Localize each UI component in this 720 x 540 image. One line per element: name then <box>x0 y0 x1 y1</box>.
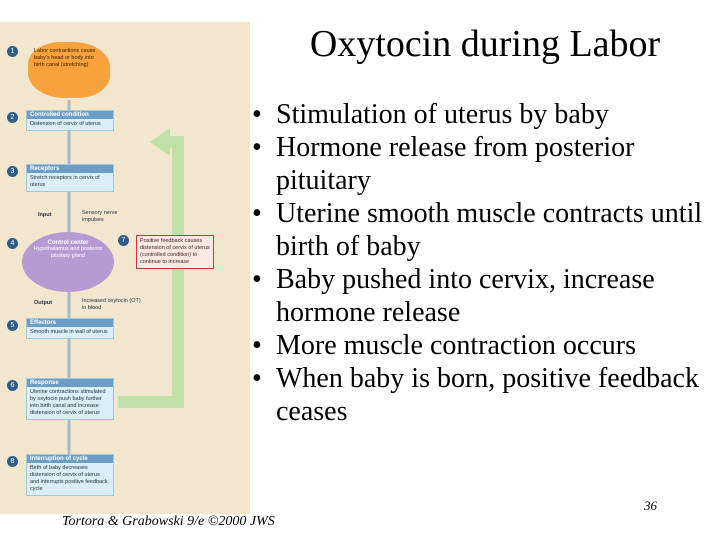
output-text: Increased oxytocin (OT) in blood <box>82 298 141 311</box>
bullet-item: • Stimulation of uterus by baby <box>252 98 714 131</box>
positive-feedback-text: Positive feedback causes distension of cervix of uterus (controlled condition) to continue to increase <box>140 238 210 265</box>
panel-heading: Response <box>27 379 113 387</box>
positive-feedback-box <box>136 235 214 269</box>
panel-text: Stretch receptors in cervix of uterus <box>30 175 100 188</box>
panel-text: Uterine contractions stimulated by oxytocin push baby further into birth canal and increase distension of cervix of uterus <box>30 389 106 416</box>
bullet-item: • Uterine smooth muscle contracts until birth of baby <box>252 197 714 263</box>
panel-text: Smooth muscle in wall of uterus <box>30 329 108 335</box>
bullet-item: • When baby is born, positive feedback ceases <box>252 362 714 428</box>
receptors-panel <box>26 164 114 192</box>
flowchart-figure <box>0 22 250 514</box>
panel-heading: Effectors <box>27 319 113 327</box>
panel-heading: Controlled condition <box>27 111 113 119</box>
bullet-item: • More muscle contraction occurs <box>252 329 714 362</box>
panel-text: Distension of cervix of uterus <box>30 121 101 127</box>
page-number: 36 <box>644 498 657 513</box>
step-number: 4 <box>7 238 18 249</box>
credit-line: Tortora & Grabowski 9/e ©2000 JWS <box>62 514 275 529</box>
step-number: 8 <box>7 456 18 467</box>
step-number: 3 <box>7 166 18 177</box>
output-label: Output <box>34 300 53 306</box>
bullet-item: • Hormone release from posterior pituitary <box>252 131 714 197</box>
control-center-oval <box>22 232 114 292</box>
input-label: Input <box>38 212 52 218</box>
control-center-text: Hypothalamus and posterior pituitary gland <box>33 246 103 259</box>
panel-text: Birth of baby decreases distension of cervix of uterus and interrupts positive feedback cycle <box>30 465 108 492</box>
slide-title: Oxytocin during Labor <box>309 23 661 65</box>
panel-heading: Receptors <box>27 165 113 173</box>
interruption-panel <box>26 454 114 496</box>
stimulus-text: Labor contractions cause baby's head or body into birth canal (stretching) <box>34 48 96 68</box>
step-number: 2 <box>7 112 18 123</box>
input-text: Sensory nerve impulses <box>82 210 118 223</box>
step-number: 7 <box>118 235 129 246</box>
response-panel <box>26 378 114 420</box>
bullet-list <box>252 98 714 428</box>
controlled-condition-panel <box>26 110 114 131</box>
step-number: 1 <box>7 46 18 57</box>
step-number: 6 <box>7 380 18 391</box>
control-center-heading: Control center <box>47 240 89 246</box>
stimulus-burst <box>28 42 110 98</box>
panel-heading: Interruption of cycle <box>27 455 113 463</box>
step-number: 5 <box>7 320 18 331</box>
bullet-item: • Baby pushed into cervix, increase hormone release <box>252 263 714 329</box>
effectors-panel <box>26 318 114 339</box>
